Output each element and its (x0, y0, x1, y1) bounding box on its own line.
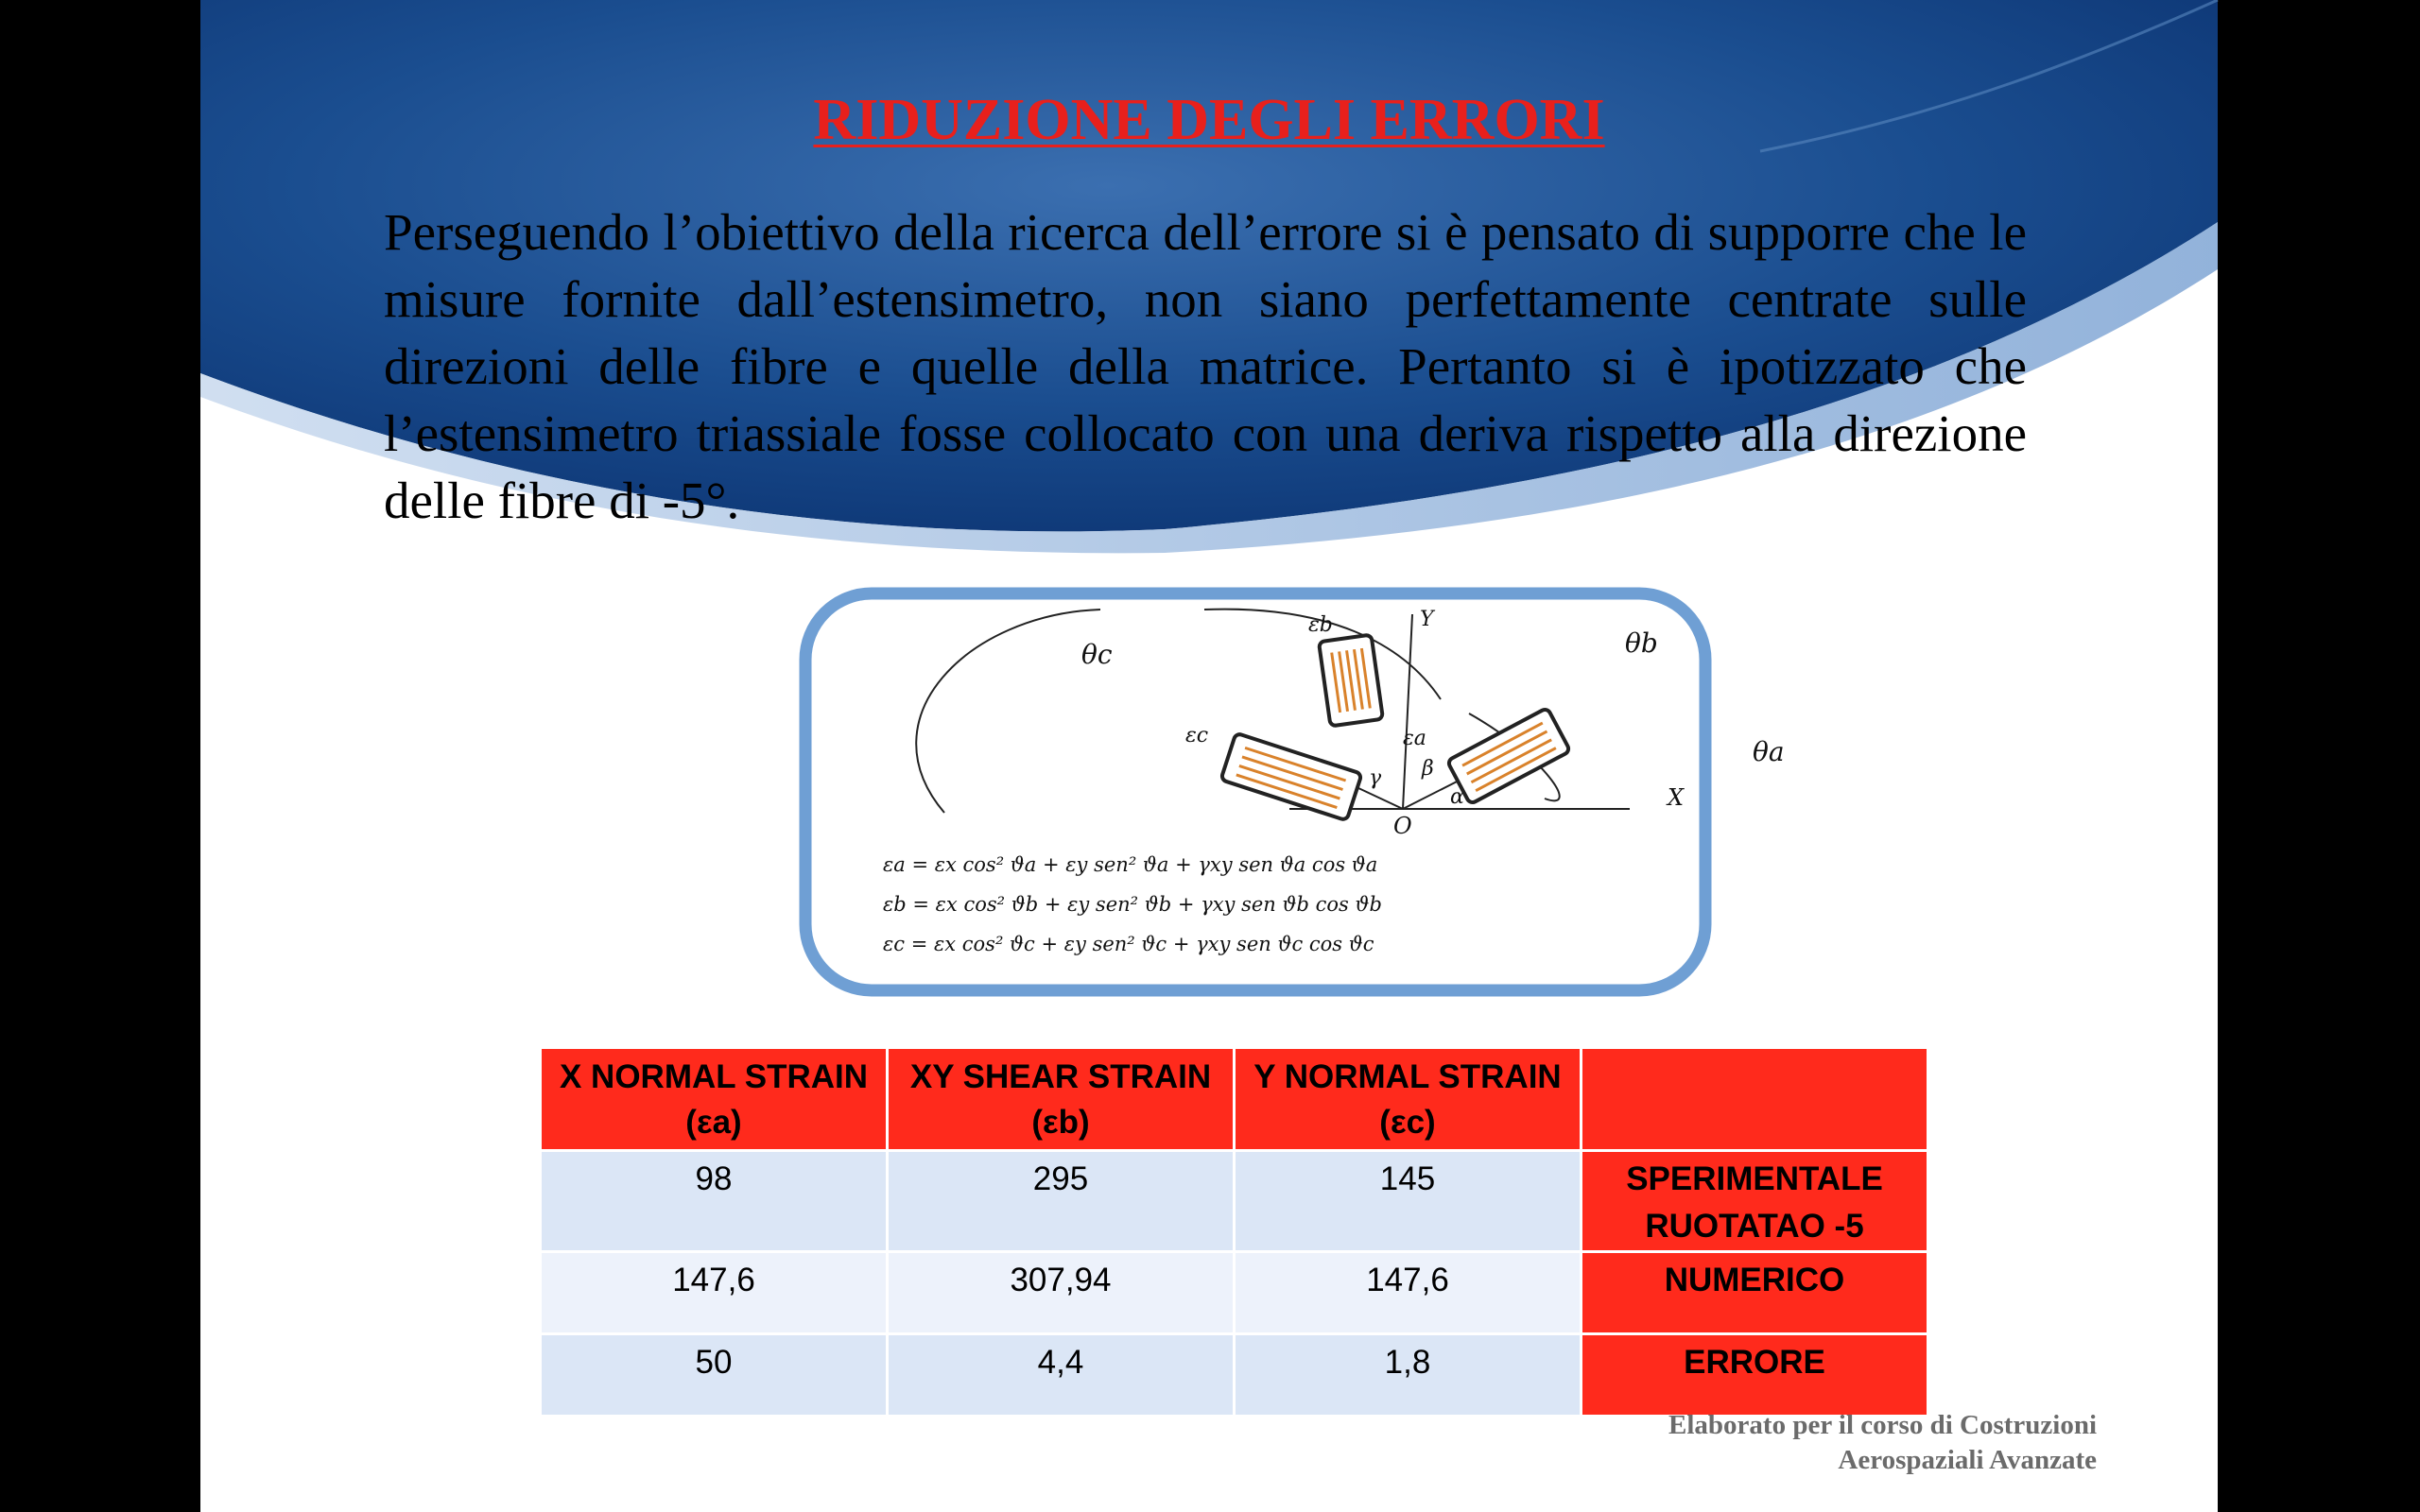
slide (200, 0, 2218, 1512)
gauge-b (1319, 635, 1383, 727)
header-xy-shear-strain: XY SHEAR STRAIN (εb) (889, 1049, 1233, 1149)
table-cell: 295 (889, 1152, 1233, 1250)
header-y-normal-strain: Y NORMAL STRAIN (εc) (1236, 1049, 1580, 1149)
gamma-label: γ (1369, 766, 1382, 790)
table-cell: 145 (1236, 1152, 1580, 1250)
row-label-errore: ERRORE (1582, 1335, 1927, 1415)
header-label-column (1582, 1049, 1927, 1149)
table-row (542, 1335, 1927, 1415)
table-cell: 4,4 (889, 1335, 1233, 1415)
footer-credit (1668, 1408, 2097, 1478)
theta-a-label: θa (1753, 736, 1785, 767)
table-cell: 147,6 (542, 1253, 886, 1332)
equation-c: εc = εx cos² ϑc + εy sen² ϑc + γxy sen ϑc cos ϑc (883, 933, 1374, 955)
table-header-row (542, 1049, 1927, 1149)
table-cell: 50 (542, 1335, 886, 1415)
strain-table (539, 1046, 1929, 1418)
origin-label: O (1393, 813, 1412, 839)
header-x-normal-strain: X NORMAL STRAIN (εa) (542, 1049, 886, 1149)
beta-label: β (1422, 757, 1434, 781)
equation-a: εa = εx cos² ϑa + εy sen² ϑa + γxy sen ϑa cos ϑa (883, 853, 1378, 876)
slide-title: RIDUZIONE DEGLI ERRORI (813, 88, 1605, 152)
equation-b: εb = εx cos² ϑb + εy sen² ϑb + γxy sen ϑb cos ϑb (883, 893, 1382, 916)
row-label-numerico: NUMERICO (1582, 1253, 1927, 1332)
row-label-sperimentale: SPERIMENTALE RUOTATAO -5 (1582, 1152, 1927, 1250)
strain-gauge-figure (798, 586, 1785, 1000)
x-axis-label: X (1668, 784, 1685, 811)
table-row (542, 1253, 1927, 1332)
eps-c-label: εc (1185, 724, 1209, 747)
rosette-diagram (798, 586, 1785, 1000)
table-cell: 147,6 (1236, 1253, 1580, 1332)
eps-b-label: εb (1308, 613, 1333, 637)
body-paragraph: Perseguendo l’obiettivo della ricerca dell’errore si è pensato di supporre che le misure fornite dall’estensimetro, non siano perfettamente centrate sulle direzioni delle fibre e quelle della matrice. Pertanto si è ipotizzato che l’estensimetro triassiale fosse collocato con una deriva rispetto alla direzione delle fibre di -5°. (384, 203, 2027, 529)
eps-a-label: εa (1403, 727, 1426, 750)
y-axis-label: Y (1420, 608, 1434, 631)
theta-b-label: θb (1625, 627, 1658, 659)
table-cell: 1,8 (1236, 1335, 1580, 1415)
alpha-label: α (1450, 785, 1464, 809)
footer-line-2: Aerospaziali Avanzate (1838, 1445, 2097, 1475)
theta-c-label: θc (1081, 639, 1113, 670)
table-row (542, 1152, 1927, 1250)
footer-line-1: Elaborato per il corso di Costruzioni (1668, 1410, 2097, 1440)
table-cell: 307,94 (889, 1253, 1233, 1332)
table-cell: 98 (542, 1152, 886, 1250)
